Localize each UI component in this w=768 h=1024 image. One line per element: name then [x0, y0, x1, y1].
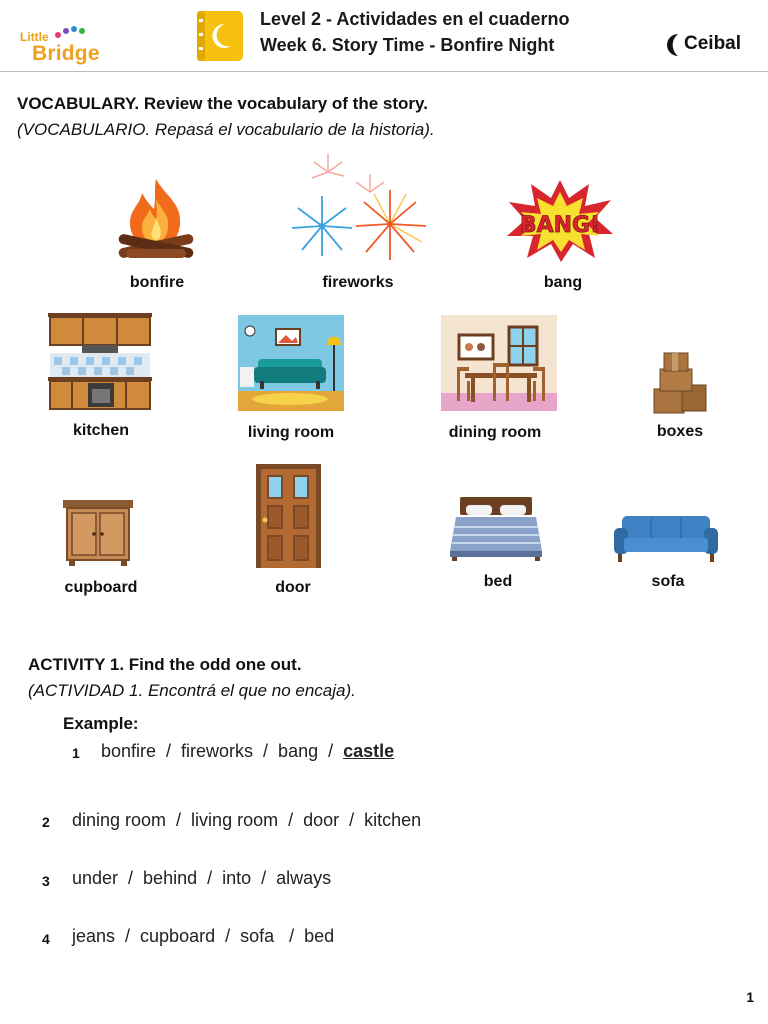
example-answer: castle — [343, 741, 395, 761]
kitchen-icon — [48, 313, 152, 411]
vocab-label-door: door — [275, 579, 311, 596]
boxes-icon — [652, 349, 708, 415]
ceibal-moon-icon — [664, 33, 682, 57]
ceibal-logo — [664, 31, 754, 59]
bonfire-icon — [110, 175, 202, 265]
activity-subheading: (ACTIVIDAD 1. Encontrá el que no encaja). — [28, 681, 356, 700]
activity-row-3: under / behind / into / always — [72, 868, 332, 888]
item-number: 1 — [72, 745, 80, 761]
vocab-label-kitchen: kitchen — [72, 422, 129, 439]
bed-icon — [450, 497, 542, 561]
item-number: 2 — [42, 814, 50, 830]
vocab-label-bed: bed — [483, 573, 513, 590]
cupboard-icon — [63, 498, 133, 568]
worksheet-title: Level 2 - Actividades en el cuaderno — [260, 9, 570, 29]
vocab-label-bonfire: bonfire — [129, 274, 185, 291]
vocabulary-subheading: (VOCABULARIO. Repasá el vocabulario de la historia). — [17, 120, 435, 139]
notebook-moon-icon — [195, 9, 245, 63]
vocab-label-bang: bang — [543, 274, 583, 291]
fireworks-icon — [288, 152, 434, 268]
item-number: 3 — [42, 873, 50, 889]
vocab-label-dining-room: dining room — [448, 424, 542, 441]
row-text: bonfire / fireworks / bang / — [101, 741, 344, 761]
vocab-label-cupboard: cupboard — [64, 579, 138, 596]
vocab-label-sofa: sofa — [651, 573, 685, 590]
vocab-label-boxes: boxes — [656, 423, 704, 440]
little-bridge-logo — [18, 26, 110, 70]
vocabulary-heading: VOCABULARY. Review the vocabulary of the story. — [17, 94, 428, 113]
example-label: Example: — [63, 714, 139, 733]
sofa-icon — [614, 514, 718, 564]
logo-dots-icon — [54, 26, 94, 40]
logo-little-text: Little — [20, 30, 49, 44]
bang-icon — [505, 178, 615, 264]
ceibal-text: Ceibal — [684, 33, 742, 54]
item-number: 4 — [42, 931, 50, 947]
activity-heading: ACTIVITY 1. Find the odd one out. — [28, 655, 302, 674]
header-divider — [0, 71, 768, 72]
living-room-icon — [238, 315, 344, 411]
activity-row-4: jeans / cupboard / sofa / bed — [72, 926, 335, 946]
dining-room-icon — [441, 315, 557, 411]
svg-text:BANG!: BANG! — [519, 213, 601, 238]
vocab-label-living-room: living room — [247, 424, 335, 441]
activity-row-2: dining room / living room / door / kitchen — [72, 810, 422, 830]
page-number: 1 — [746, 989, 754, 1005]
vocab-label-fireworks: fireworks — [322, 274, 394, 291]
logo-bridge-text: Bridge — [32, 42, 100, 65]
activity-row-1 — [101, 741, 394, 762]
worksheet-subtitle: Week 6. Story Time - Bonfire Night — [260, 35, 555, 55]
door-icon — [256, 464, 321, 568]
